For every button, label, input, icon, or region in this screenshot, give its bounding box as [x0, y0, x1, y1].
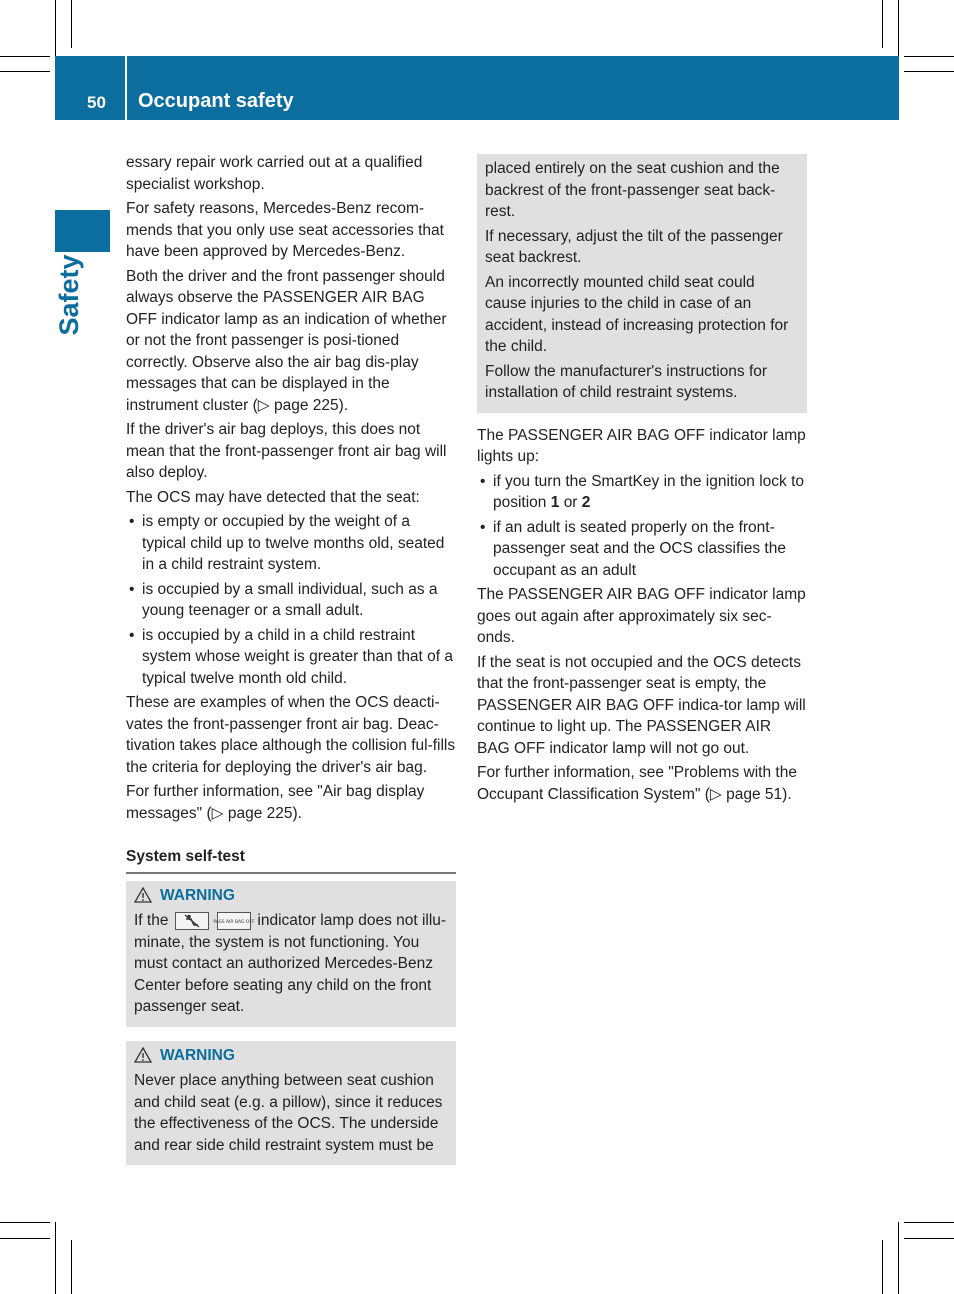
paragraph: An incorrectly mounted child seat could cause injuries to the child in case of an accident, instead of increasing protection for the child. [485, 273, 789, 355]
paragraph: If the seat is not occupied and the OCS detects that the front-passenger seat is empty, the PASSENGER AIR BAG OFF indica-tor lamp will continue to light up. The PASSENGER AIR BAG OFF indicator lamp will not go out. [477, 653, 806, 757]
warning-continuation-box [477, 154, 807, 413]
page-header [55, 56, 899, 120]
page-title: Occupant safety [138, 90, 294, 112]
list-item: • is occupied by a child in a child restraint system whose weight is greater than that of a typical twelve month old child. [126, 625, 456, 690]
crop-mark [898, 0, 899, 56]
warning-triangle-icon [134, 887, 152, 903]
header-divider [125, 56, 127, 120]
section-heading: System self-test [126, 846, 456, 874]
list-item-text: or [563, 494, 578, 511]
crop-mark [904, 1238, 954, 1239]
bullet-list [477, 471, 807, 582]
list-item: • if an adult is seated properly on the front-passenger seat and the OCS classifies the occupant as an adult [477, 517, 807, 582]
paragraph: Both the driver and the front passenger should always observe the PASSENGER AIR BAG OFF indicator lamp as an indication of whether or not the front passenger is posi-tioned correctly. Observe also the air bag dis-play messages that can be displayed in the instrument cluster (▷ page 225). [126, 267, 447, 414]
list-item-text: if you turn the SmartKey in the ignition lock to position [493, 472, 805, 511]
warning-text-before: If the [134, 912, 169, 929]
crop-mark [0, 1222, 50, 1223]
side-tab-label: Safety [54, 254, 84, 336]
crop-mark [55, 1222, 56, 1294]
paragraph: essary repair work carried out at a qualified specialist workshop. [126, 154, 423, 193]
warning-text-after: indicator lamp does not illu-minate, the system is not functioning. You must contact an authorized Mercedes-Benz Center before seating any child on the front passenger seat. [134, 912, 447, 1015]
warning-triangle-icon [134, 1047, 152, 1063]
paragraph: These are examples of when the OCS deacti-vates the front-passenger front air bag. Deac-tivation takes place although the collision ful-fills the criteria for deploying the driver's air bag. [126, 694, 456, 776]
crop-mark [55, 0, 56, 56]
warning-label: WARNING [160, 1046, 235, 1064]
paragraph: The OCS may have detected that the seat: [126, 488, 420, 506]
right-column [477, 154, 807, 808]
crop-mark [882, 0, 883, 48]
crop-mark [904, 1222, 954, 1223]
crop-mark [0, 71, 50, 72]
side-tab-marker [55, 210, 110, 252]
paragraph: If necessary, adjust the tilt of the passenger seat backrest. [485, 227, 783, 266]
paragraph: For safety reasons, Mercedes-Benz recom-mends that you only use seat accessories that have been approved by Mercedes-Benz. [126, 200, 444, 260]
warning-text [134, 910, 448, 1018]
crop-mark [0, 1238, 50, 1239]
list-item [477, 471, 807, 514]
warning-box [126, 881, 456, 1027]
page-number: 50 [87, 93, 106, 112]
crop-mark [71, 0, 72, 48]
paragraph: placed entirely on the seat cushion and the backrest of the front-passenger seat back-rest. [485, 160, 780, 220]
crop-mark [898, 1222, 899, 1294]
paragraph: The PASSENGER AIR BAG OFF indicator lamp lights up: [477, 426, 806, 465]
crop-mark [904, 71, 954, 72]
paragraph: If the driver's air bag deploys, this does not mean that the front-passenger front air bag will also deploy. [126, 421, 447, 481]
pass-airbag-off-lamp-icon [213, 912, 255, 930]
pass-airbag-off-lamp-text: PASS AIR BAG OFF [213, 919, 255, 925]
warning-label: WARNING [160, 886, 235, 904]
warning-text: Never place anything between seat cushion and child seat (e.g. a pillow), since it reduces the effectiveness of the OCS. The underside and rear side child restraint system must be [134, 1072, 443, 1154]
warning-box [126, 1041, 456, 1166]
position-number: 2 [581, 494, 591, 511]
bullet-list [126, 511, 456, 689]
crop-mark [71, 1240, 72, 1294]
list-item: • is empty or occupied by the weight of a typical child up to twelve months old, seated in a child restraint system. [126, 511, 456, 576]
crop-mark [904, 56, 954, 57]
paragraph: The PASSENGER AIR BAG OFF indicator lamp goes out again after approximately six sec-onds. [477, 586, 806, 646]
paragraph: For further information, see "Air bag display messages" (▷ page 225). [126, 783, 425, 822]
position-number: 1 [550, 494, 560, 511]
warning-heading [134, 885, 448, 907]
paragraph: For further information, see "Problems with the Occupant Classification System" (▷ page 51). [477, 764, 797, 803]
paragraph: Follow the manufacturer's instructions for installation of child restraint systems. [485, 362, 768, 401]
crop-mark [0, 56, 50, 57]
crop-mark [882, 1240, 883, 1294]
warning-heading [134, 1045, 448, 1067]
list-item: • is occupied by a small individual, such as a young teenager or a small adult. [126, 579, 456, 622]
passenger-airbag-off-symbol-icon [175, 912, 209, 930]
left-column [126, 152, 456, 1179]
